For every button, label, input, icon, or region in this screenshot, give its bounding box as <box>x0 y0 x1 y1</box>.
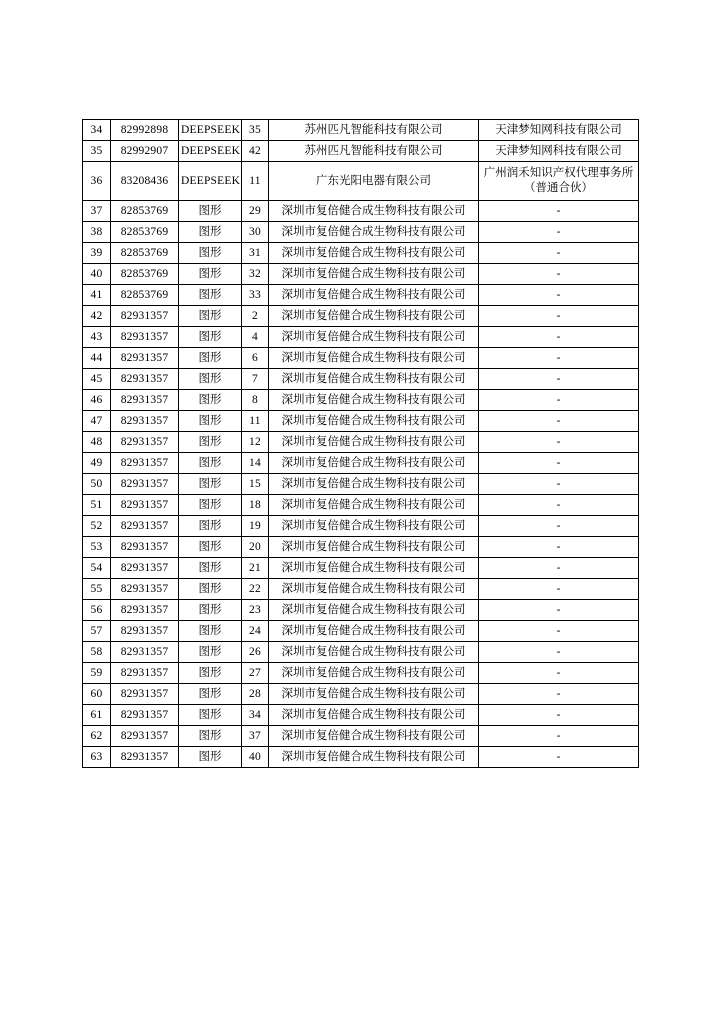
cell-sequence-number: 61 <box>83 705 111 726</box>
cell-rights-holder: 深圳市复倍健合成生物科技有限公司 <box>269 474 479 495</box>
cell-rights-holder: 广东光阳电器有限公司 <box>269 162 479 201</box>
cell-agent-organization: - <box>479 642 639 663</box>
cell-trademark-name: 图形 <box>179 243 242 264</box>
cell-class-number: 20 <box>242 537 269 558</box>
cell-agent-organization: - <box>479 411 639 432</box>
cell-registration-number: 83208436 <box>111 162 179 201</box>
cell-registration-number: 82853769 <box>111 285 179 306</box>
cell-agent-organization: - <box>479 495 639 516</box>
cell-registration-number: 82931357 <box>111 558 179 579</box>
cell-agent-organization: 天津梦知网科技有限公司 <box>479 120 639 141</box>
cell-trademark-name: 图形 <box>179 663 242 684</box>
cell-sequence-number: 59 <box>83 663 111 684</box>
cell-sequence-number: 46 <box>83 390 111 411</box>
cell-class-number: 26 <box>242 642 269 663</box>
cell-registration-number: 82853769 <box>111 243 179 264</box>
table-row <box>83 141 639 162</box>
cell-trademark-name: 图形 <box>179 222 242 243</box>
cell-rights-holder: 深圳市复倍健合成生物科技有限公司 <box>269 432 479 453</box>
cell-agent-organization: - <box>479 705 639 726</box>
table-row <box>83 558 639 579</box>
table-row <box>83 537 639 558</box>
cell-trademark-name: 图形 <box>179 747 242 768</box>
cell-trademark-name: 图形 <box>179 348 242 369</box>
cell-rights-holder: 深圳市复倍健合成生物科技有限公司 <box>269 264 479 285</box>
cell-rights-holder: 深圳市复倍健合成生物科技有限公司 <box>269 369 479 390</box>
table-row <box>83 390 639 411</box>
cell-registration-number: 82931357 <box>111 705 179 726</box>
cell-class-number: 18 <box>242 495 269 516</box>
cell-rights-holder: 苏州匹凡智能科技有限公司 <box>269 141 479 162</box>
cell-rights-holder: 深圳市复倍健合成生物科技有限公司 <box>269 516 479 537</box>
cell-class-number: 6 <box>242 348 269 369</box>
cell-sequence-number: 40 <box>83 264 111 285</box>
cell-sequence-number: 48 <box>83 432 111 453</box>
cell-class-number: 33 <box>242 285 269 306</box>
cell-agent-organization: - <box>479 348 639 369</box>
cell-class-number: 2 <box>242 306 269 327</box>
cell-trademark-name: 图形 <box>179 285 242 306</box>
cell-trademark-name: 图形 <box>179 453 242 474</box>
cell-trademark-name: 图形 <box>179 201 242 222</box>
cell-rights-holder: 深圳市复倍健合成生物科技有限公司 <box>269 537 479 558</box>
cell-trademark-name: 图形 <box>179 537 242 558</box>
cell-registration-number: 82931357 <box>111 306 179 327</box>
cell-rights-holder: 深圳市复倍健合成生物科技有限公司 <box>269 600 479 621</box>
cell-class-number: 11 <box>242 162 269 201</box>
cell-registration-number: 82931357 <box>111 369 179 390</box>
cell-registration-number: 82931357 <box>111 621 179 642</box>
cell-rights-holder: 深圳市复倍健合成生物科技有限公司 <box>269 705 479 726</box>
table-row <box>83 516 639 537</box>
cell-rights-holder: 深圳市复倍健合成生物科技有限公司 <box>269 642 479 663</box>
cell-class-number: 34 <box>242 705 269 726</box>
cell-trademark-name: 图形 <box>179 600 242 621</box>
cell-registration-number: 82853769 <box>111 201 179 222</box>
table-row <box>83 120 639 141</box>
cell-rights-holder: 深圳市复倍健合成生物科技有限公司 <box>269 243 479 264</box>
cell-rights-holder: 深圳市复倍健合成生物科技有限公司 <box>269 663 479 684</box>
cell-trademark-name: 图形 <box>179 264 242 285</box>
cell-class-number: 31 <box>242 243 269 264</box>
cell-class-number: 27 <box>242 663 269 684</box>
cell-rights-holder: 深圳市复倍健合成生物科技有限公司 <box>269 495 479 516</box>
cell-agent-organization: - <box>479 558 639 579</box>
cell-sequence-number: 34 <box>83 120 111 141</box>
cell-rights-holder: 深圳市复倍健合成生物科技有限公司 <box>269 579 479 600</box>
cell-sequence-number: 38 <box>83 222 111 243</box>
cell-sequence-number: 53 <box>83 537 111 558</box>
table-row <box>83 474 639 495</box>
cell-trademark-name: 图形 <box>179 411 242 432</box>
cell-sequence-number: 45 <box>83 369 111 390</box>
cell-agent-organization: - <box>479 222 639 243</box>
cell-agent-organization: - <box>479 201 639 222</box>
cell-rights-holder: 深圳市复倍健合成生物科技有限公司 <box>269 726 479 747</box>
cell-registration-number: 82931357 <box>111 516 179 537</box>
cell-sequence-number: 49 <box>83 453 111 474</box>
table-row <box>83 327 639 348</box>
cell-class-number: 24 <box>242 621 269 642</box>
cell-rights-holder: 深圳市复倍健合成生物科技有限公司 <box>269 684 479 705</box>
cell-class-number: 21 <box>242 558 269 579</box>
cell-trademark-name: DEEPSEEK <box>179 120 242 141</box>
table-row <box>83 663 639 684</box>
table-row <box>83 201 639 222</box>
cell-agent-organization: - <box>479 579 639 600</box>
cell-sequence-number: 58 <box>83 642 111 663</box>
cell-sequence-number: 60 <box>83 684 111 705</box>
cell-class-number: 8 <box>242 390 269 411</box>
cell-trademark-name: 图形 <box>179 684 242 705</box>
cell-sequence-number: 54 <box>83 558 111 579</box>
cell-sequence-number: 41 <box>83 285 111 306</box>
cell-agent-organization: 广州润禾知识产权代理事务所（普通合伙） <box>479 162 639 201</box>
table-row <box>83 222 639 243</box>
cell-trademark-name: DEEPSEEK <box>179 141 242 162</box>
table-row <box>83 684 639 705</box>
cell-trademark-name: DEEPSEEK <box>179 162 242 201</box>
cell-class-number: 32 <box>242 264 269 285</box>
cell-agent-organization: - <box>479 264 639 285</box>
table-row <box>83 411 639 432</box>
cell-agent-organization: 天津梦知网科技有限公司 <box>479 141 639 162</box>
cell-trademark-name: 图形 <box>179 432 242 453</box>
table-row <box>83 642 639 663</box>
cell-trademark-name: 图形 <box>179 495 242 516</box>
cell-class-number: 22 <box>242 579 269 600</box>
cell-registration-number: 82931357 <box>111 747 179 768</box>
cell-class-number: 35 <box>242 120 269 141</box>
cell-registration-number: 82931357 <box>111 642 179 663</box>
table-row <box>83 432 639 453</box>
cell-sequence-number: 42 <box>83 306 111 327</box>
cell-registration-number: 82931357 <box>111 432 179 453</box>
cell-trademark-name: 图形 <box>179 579 242 600</box>
cell-trademark-name: 图形 <box>179 726 242 747</box>
cell-sequence-number: 63 <box>83 747 111 768</box>
cell-class-number: 14 <box>242 453 269 474</box>
table-row <box>83 621 639 642</box>
table-row <box>83 306 639 327</box>
table-row <box>83 243 639 264</box>
cell-class-number: 11 <box>242 411 269 432</box>
cell-agent-organization: - <box>479 327 639 348</box>
cell-agent-organization: - <box>479 285 639 306</box>
cell-rights-holder: 深圳市复倍健合成生物科技有限公司 <box>269 348 479 369</box>
cell-trademark-name: 图形 <box>179 327 242 348</box>
cell-agent-organization: - <box>479 726 639 747</box>
cell-class-number: 23 <box>242 600 269 621</box>
cell-registration-number: 82931357 <box>111 663 179 684</box>
cell-registration-number: 82931357 <box>111 474 179 495</box>
cell-registration-number: 82853769 <box>111 222 179 243</box>
cell-agent-organization: - <box>479 747 639 768</box>
cell-sequence-number: 52 <box>83 516 111 537</box>
cell-rights-holder: 深圳市复倍健合成生物科技有限公司 <box>269 453 479 474</box>
table-row <box>83 285 639 306</box>
cell-class-number: 28 <box>242 684 269 705</box>
cell-registration-number: 82931357 <box>111 495 179 516</box>
cell-sequence-number: 39 <box>83 243 111 264</box>
cell-class-number: 15 <box>242 474 269 495</box>
cell-registration-number: 82931357 <box>111 411 179 432</box>
cell-registration-number: 82931357 <box>111 579 179 600</box>
cell-agent-organization: - <box>479 453 639 474</box>
cell-agent-organization: - <box>479 432 639 453</box>
cell-sequence-number: 37 <box>83 201 111 222</box>
cell-sequence-number: 51 <box>83 495 111 516</box>
cell-registration-number: 82931357 <box>111 537 179 558</box>
cell-trademark-name: 图形 <box>179 705 242 726</box>
cell-rights-holder: 深圳市复倍健合成生物科技有限公司 <box>269 390 479 411</box>
table-row <box>83 726 639 747</box>
cell-sequence-number: 62 <box>83 726 111 747</box>
cell-trademark-name: 图形 <box>179 642 242 663</box>
table-row <box>83 747 639 768</box>
cell-agent-organization: - <box>479 474 639 495</box>
table-row <box>83 495 639 516</box>
cell-trademark-name: 图形 <box>179 390 242 411</box>
cell-class-number: 37 <box>242 726 269 747</box>
cell-agent-organization: - <box>479 243 639 264</box>
table-row <box>83 264 639 285</box>
cell-rights-holder: 深圳市复倍健合成生物科技有限公司 <box>269 327 479 348</box>
table-row <box>83 600 639 621</box>
cell-agent-organization: - <box>479 306 639 327</box>
cell-agent-organization: - <box>479 516 639 537</box>
cell-registration-number: 82931357 <box>111 327 179 348</box>
cell-class-number: 42 <box>242 141 269 162</box>
cell-trademark-name: 图形 <box>179 306 242 327</box>
cell-rights-holder: 深圳市复倍健合成生物科技有限公司 <box>269 621 479 642</box>
cell-sequence-number: 57 <box>83 621 111 642</box>
cell-agent-organization: - <box>479 537 639 558</box>
cell-sequence-number: 56 <box>83 600 111 621</box>
cell-registration-number: 82931357 <box>111 726 179 747</box>
cell-class-number: 29 <box>242 201 269 222</box>
cell-agent-organization: - <box>479 684 639 705</box>
trademark-table <box>82 119 639 768</box>
cell-rights-holder: 深圳市复倍健合成生物科技有限公司 <box>269 222 479 243</box>
cell-agent-organization: - <box>479 621 639 642</box>
table-container <box>82 119 638 768</box>
table-row <box>83 162 639 201</box>
cell-agent-organization: - <box>479 600 639 621</box>
table-row <box>83 453 639 474</box>
cell-rights-holder: 深圳市复倍健合成生物科技有限公司 <box>269 285 479 306</box>
cell-rights-holder: 深圳市复倍健合成生物科技有限公司 <box>269 747 479 768</box>
cell-rights-holder: 深圳市复倍健合成生物科技有限公司 <box>269 306 479 327</box>
cell-sequence-number: 55 <box>83 579 111 600</box>
cell-rights-holder: 深圳市复倍健合成生物科技有限公司 <box>269 558 479 579</box>
cell-registration-number: 82931357 <box>111 453 179 474</box>
cell-trademark-name: 图形 <box>179 516 242 537</box>
cell-agent-organization: - <box>479 663 639 684</box>
cell-agent-organization: - <box>479 369 639 390</box>
table-row <box>83 705 639 726</box>
cell-rights-holder: 深圳市复倍健合成生物科技有限公司 <box>269 411 479 432</box>
cell-sequence-number: 50 <box>83 474 111 495</box>
table-body <box>83 120 639 768</box>
cell-rights-holder: 苏州匹凡智能科技有限公司 <box>269 120 479 141</box>
cell-registration-number: 82992898 <box>111 120 179 141</box>
cell-class-number: 12 <box>242 432 269 453</box>
cell-sequence-number: 36 <box>83 162 111 201</box>
cell-sequence-number: 35 <box>83 141 111 162</box>
cell-class-number: 19 <box>242 516 269 537</box>
cell-trademark-name: 图形 <box>179 369 242 390</box>
cell-class-number: 7 <box>242 369 269 390</box>
cell-class-number: 30 <box>242 222 269 243</box>
table-row <box>83 579 639 600</box>
table-row <box>83 348 639 369</box>
cell-sequence-number: 43 <box>83 327 111 348</box>
cell-trademark-name: 图形 <box>179 558 242 579</box>
cell-class-number: 40 <box>242 747 269 768</box>
table-row <box>83 369 639 390</box>
cell-registration-number: 82853769 <box>111 264 179 285</box>
cell-sequence-number: 47 <box>83 411 111 432</box>
cell-trademark-name: 图形 <box>179 474 242 495</box>
cell-registration-number: 82931357 <box>111 390 179 411</box>
cell-registration-number: 82931357 <box>111 348 179 369</box>
cell-rights-holder: 深圳市复倍健合成生物科技有限公司 <box>269 201 479 222</box>
cell-agent-organization: - <box>479 390 639 411</box>
cell-sequence-number: 44 <box>83 348 111 369</box>
cell-registration-number: 82992907 <box>111 141 179 162</box>
cell-class-number: 4 <box>242 327 269 348</box>
cell-trademark-name: 图形 <box>179 621 242 642</box>
cell-registration-number: 82931357 <box>111 684 179 705</box>
cell-registration-number: 82931357 <box>111 600 179 621</box>
